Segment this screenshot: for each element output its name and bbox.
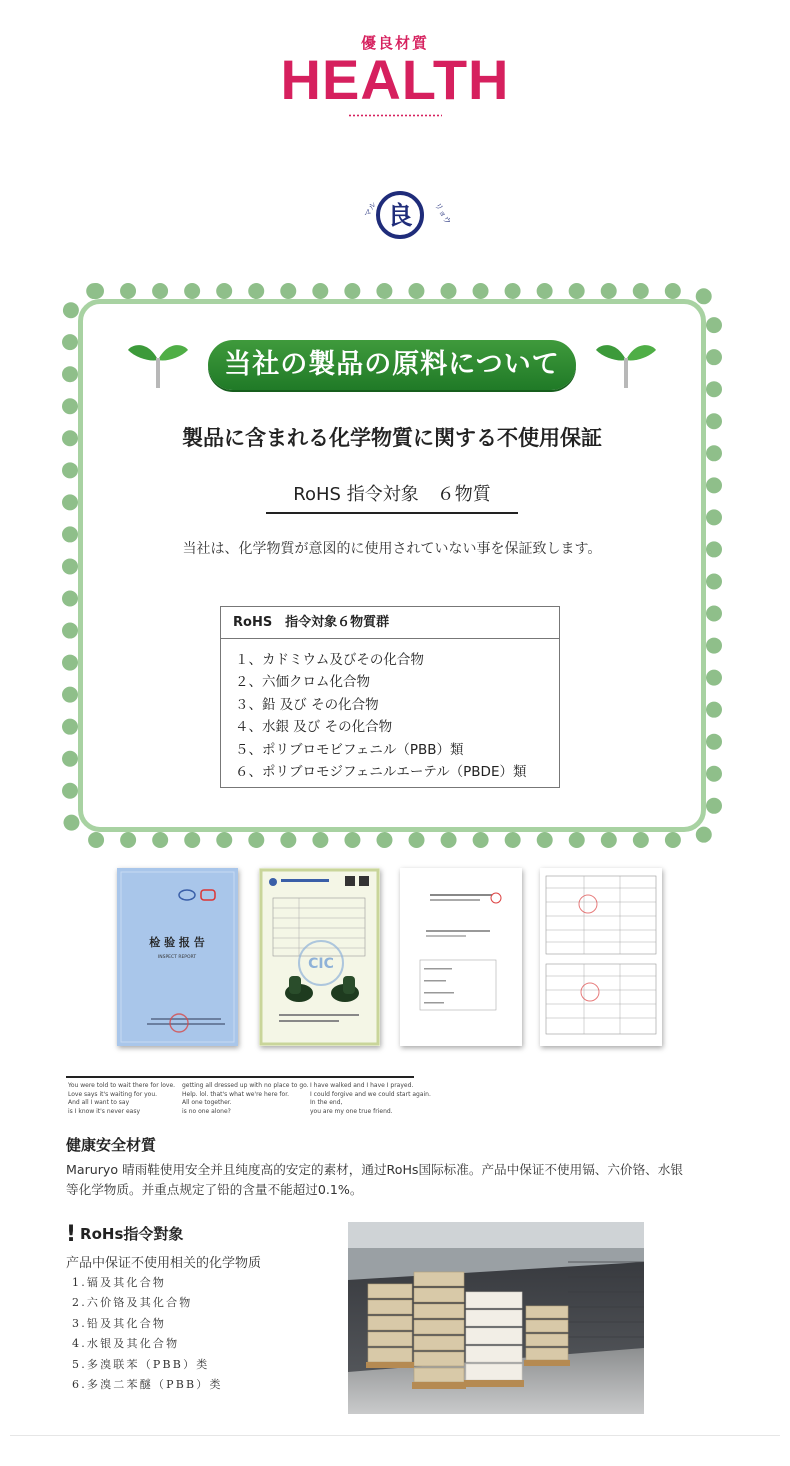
logo-center-glyph: 良 [387,201,413,230]
letter-art [400,868,522,1046]
list-item: ６、ポリブロモジフェニルエーテル（PBDE）類 [235,764,527,781]
invoice-art [540,868,662,1046]
quote-column-2 [182,1082,309,1116]
list-item: ４、水銀 及び その化合物 [235,719,393,736]
rohs-box-list [221,639,559,783]
quote-line: is no one alone? [182,1107,231,1115]
certificate-banner: 当社の製品の原料について [208,340,576,390]
certificate-rohs-heading: RoHS 指令対象 ６物質 [266,480,518,514]
rohs-substance-box [220,606,560,788]
quote-line: You were told to wait there for love. [68,1082,176,1089]
sprout-right-icon [594,338,658,390]
quote-line: In the end, [310,1099,343,1106]
rohs-box-title: RoHS 指令対象６物質群 [221,607,559,639]
quote-column-1 [68,1082,175,1116]
warehouse-photo [348,1222,644,1414]
sprout-left-icon [126,338,190,390]
bottom-divider [10,1435,780,1436]
letter-document [400,868,522,1046]
list-item: 5.多溴联苯（PBB）类 [72,1357,210,1371]
cic-certificate-art [259,868,380,1046]
report-cover-art [117,868,238,1046]
certificate-note: 当社は、化学物質が意図的に使用されていない事を保証致します。 [182,541,602,557]
logo-left-text: マル [362,200,379,219]
inspect-report-cover [117,868,238,1046]
logo-right-text: リョウ [432,201,453,227]
report-title: 检 验 报 告 [149,936,205,949]
list-item: １、カドミウム及びその化合物 [235,652,424,668]
page-title: HEALTH [280,48,510,111]
health-section-body: Maruryo 晴雨鞋使用安全并且纯度高的安定的素材，通过RoHs国际标准。产品中保证不使用镉、六价铬、水银等化学物质。并重点规定了铅的含量不能超过0.1%。 [66,1162,683,1197]
warehouse-art [348,1222,644,1414]
list-item: 2.六价铬及其化合物 [72,1296,193,1310]
maruryo-logo [360,185,453,245]
list-item: 3.铅及其化合物 [72,1316,167,1330]
quote-line: I have walked and I have I prayed. [310,1082,414,1089]
quote-line: I could forgive and we could start again. [310,1090,431,1098]
list-item: ３、鉛 及び その化合物 [235,696,379,713]
header-subtitle: 優良材質 [360,34,429,52]
cic-mark: CIC [308,956,334,972]
quote-line: getting all dressed up with no place to go. [182,1082,309,1089]
rohs-title-text: RoHs指令對象 [80,1225,184,1243]
list-item: 4.水银及其化合物 [72,1337,180,1351]
rohs-section-subtitle: 产品中保证不使用相关的化学物质 [66,1256,262,1271]
title-divider [348,114,442,117]
health-section-title: 健康安全材質 [66,1136,157,1154]
list-item: ２、六価クロム化合物 [235,674,370,691]
quote-line: All one together. [182,1099,232,1106]
invoice-document [540,868,662,1046]
list-item: 1.镉及其化合物 [72,1276,167,1289]
rohs-section-title [66,1222,183,1247]
report-subtitle: INSPECT REPORT [157,955,197,960]
quote-divider [66,1076,414,1078]
quote-column-3 [310,1082,431,1116]
list-item: 6.多溴二苯醚（PBB）类 [72,1378,223,1392]
quote-line: Love says it's waiting for you. [68,1090,158,1098]
list-item: ５、ポリブロモビフェニル（PBB）類 [235,741,464,758]
quote-line: is I know it's never easy [68,1107,140,1115]
rohs-section-list [72,1273,223,1395]
quote-line: Help. lol. that's what we're here for. [182,1090,290,1098]
quote-line: And all I want to say [68,1099,130,1106]
quote-line: you are my one true friend. [310,1107,393,1115]
certificate-title: 製品に含まれる化学物質に関する不使用保証 [182,426,602,450]
cic-test-certificate [259,868,380,1046]
exclamation-icon: ! [66,1222,77,1247]
